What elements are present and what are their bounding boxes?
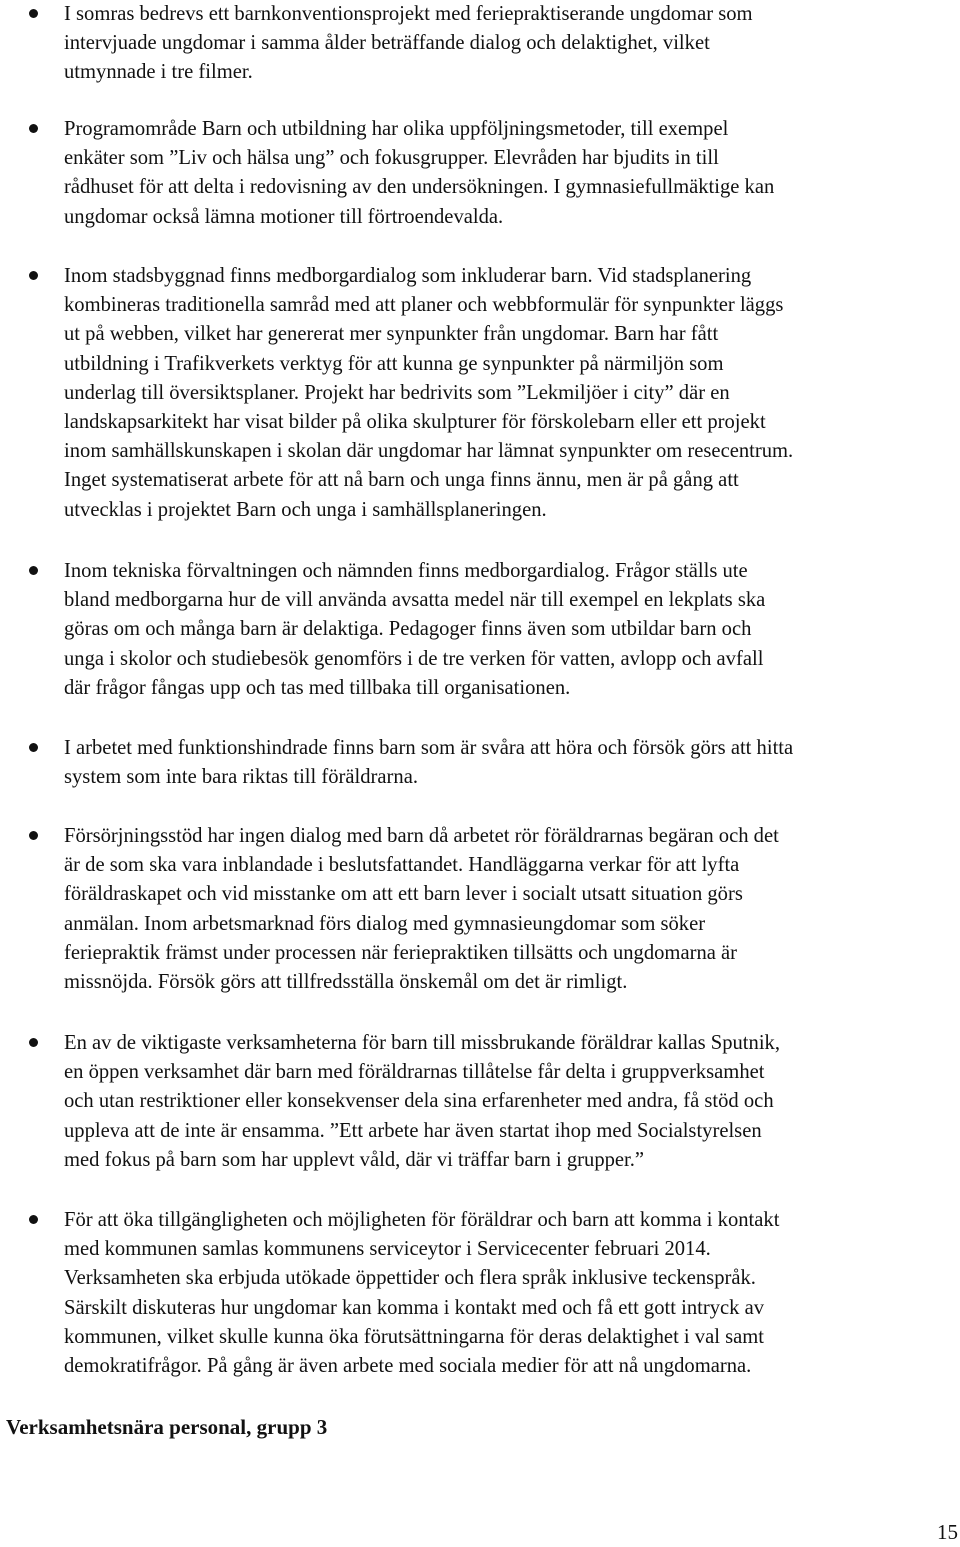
bullet-icon (29, 831, 38, 840)
bullet-icon (29, 1038, 38, 1047)
bullet-icon (29, 743, 38, 752)
bullet-icon (29, 566, 38, 575)
list-item-text: Inom stadsbyggnad finns medborgardialog som inkluderar barn. Vid stadsplanering kombineras traditionella samråd med att planer och webbformulär för synpunkter läggs ut på webben, vilket har genererat mer synpunkter från ungdomar. Barn har fått utbildning i Trafikverkets verktyg för att kunna ge synpunkter på närmiljön som underlag till översiktsplaner. Projekt har bedrivits som ”Lekmiljöer i city” där en landskapsarkitekt har visat bilder på olika skulpturer för förskolebarn eller ett projekt inom samhällskunskapen i skolan där ungdomar har lämnat synpunkter om resecentrum. Inget systematiserat arbete för att nå barn och unga finns ännu, men är på gång att utvecklas i projektet Barn och unga i samhällsplaneringen. (64, 265, 794, 521)
bullet-icon (29, 9, 38, 18)
bullet-icon (29, 271, 38, 280)
list-item-text: Försörjningsstöd har ingen dialog med barn då arbetet rör föräldrarnas begäran och det är de som ska vara inblandade i beslutsfattandet. Handläggarna verkar för att lyfta föräldraskapet och vid misstanke om att ett barn lever i socialt utsatt situation görs anmälan. Inom arbetsmarknad förs dialog med gymnasieungdomar som söker feriepraktik främst under processen när feriepraktiken tillsätts och ungdomarna är missnöjda. Försök görs att tillfredsställa önskemål om det är rimligt. (64, 825, 779, 994)
bullet-icon (29, 124, 38, 133)
list-item-text: För att öka tillgängligheten och möjligheten för föräldrar och barn att komma i kontakt med kommunen samlas kommunens serviceytor i Servicecenter februari 2014. Verksamheten ska erbjuda utökade öppettider och flera språk inklusive teckenspråk. Särskilt diskuteras hur ungdomar kan komma i kontakt med och få ett gott intryck av kommunen, vilket skulle kunna öka förutsättningarna för deras delaktighet i val samt demokratifrågor. På gång är även arbete med sociala medier för att nå ungdomarna. (64, 1209, 780, 1378)
list-item-text: Programområde Barn och utbildning har olika uppföljningsmetoder, till exempel enkäter som ”Liv och hälsa ung” och fokusgrupper. Elevråden har bjudits in till rådhuset för att delta i redovisning av den undersökningen. I gymnasiefullmäktige kan ungdomar också lämna motioner till förtroendevalda. (64, 118, 775, 228)
bullet-icon (29, 1215, 38, 1224)
page-number: 15 (937, 1520, 958, 1544)
list-item-text: I somras bedrevs ett barnkonventionsprojekt med feriepraktiserande ungdomar som intervjuade ungdomar i samma ålder beträffande dialog och delaktighet, vilket utmynnade i tre filmer. (64, 3, 753, 84)
list-item-text: En av de viktigaste verksamheterna för barn till missbrukande föräldrar kallas Sputnik, en öppen verksamhet där barn med föräldrarnas tillåtelse får delta i gruppverksamhet och utan restriktioner eller konsekvenser dela sina erfarenheter med andra, få stöd och uppleva att de inte är ensamma. ”Ett arbete har även startat ihop med Socialstyrelsen med fokus på barn som har upplevt våld, där vi träffar barn i grupper.” (64, 1032, 780, 1171)
list-item-text: Inom tekniska förvaltningen och nämnden finns medborgardialog. Frågor ställs ute bland medborgarna hur de vill använda avsatta medel när till exempel en lekplats ska göras om och många barn är delaktiga. Pedagoger finns även som utbildar barn och unga i skolor och studiebesök genomförs i de tre verken för vatten, avlopp och avfall där frågor fångas upp och tas med tillbaka till organisationen. (64, 560, 766, 699)
section-heading: Verksamhetsnära personal, grupp 3 (6, 1415, 328, 1439)
list-item-text: I arbetet med funktionshindrade finns barn som är svåra att höra och försök görs att hitta system som inte bara riktas till föräldrarna. (64, 737, 794, 789)
